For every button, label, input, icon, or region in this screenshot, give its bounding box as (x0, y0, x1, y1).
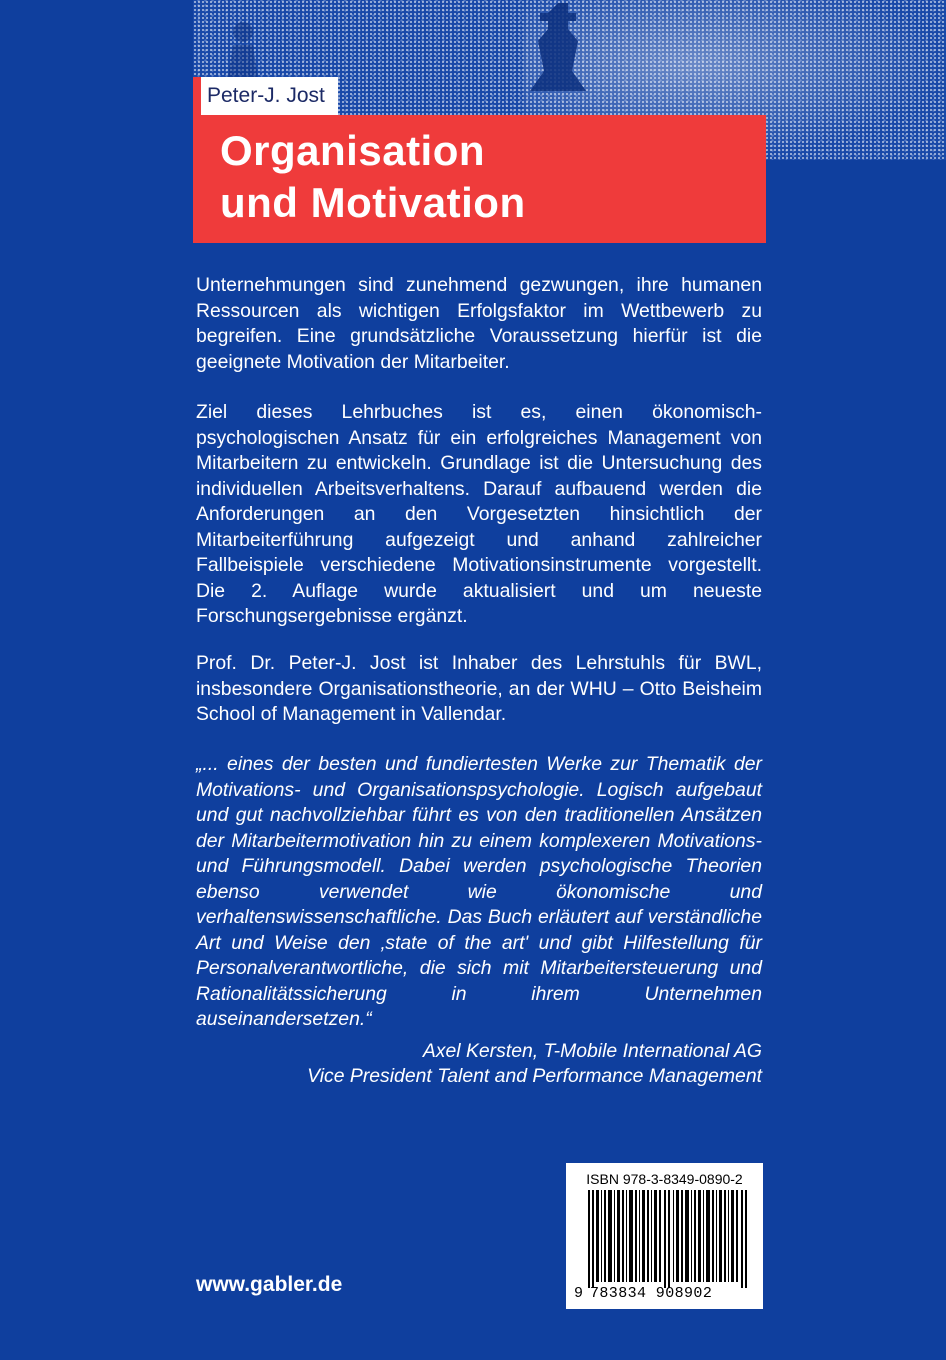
author-name: Peter-J. Jost (207, 84, 325, 107)
barcode-digits: 783834 908902 (590, 1285, 713, 1302)
description-paragraph-1: Unternehmungen sind zunehmend gezwungen, ihre humanen Ressourcen als wichtigen Erfolgsfaktor im Wettbewerb zu begreifen. Eine grundsätzliche Voraussetzung hierfür ist die geeignete Motivation der Mitarbeiter. (196, 274, 762, 373)
barcode-first-digit: 9 (574, 1285, 584, 1302)
barcode-icon (588, 1190, 753, 1288)
chess-piece-icon (528, 0, 598, 98)
publisher-website: www.gabler.de (196, 1273, 343, 1296)
description-paragraph-2: Ziel dieses Lehrbuches ist es, einen ökonomisch-psychologischen Ansatz für ein erfolgreiches Management von Mitarbeitern zu entwickeln. Grundlage ist die Untersuchung des individuellen Arbeitsverhaltens. Darauf aufbauend werden die Anforderungen an den Vorgesetzten hinsichtlich der Mitarbeiterführung aufgezeigt und anhand zahlreicher Fallbeispiele verschiedene Motivationsinstrumente vorgestellt. Die 2. Auflage wurde aktualisiert und um neueste Forschungsergebnisse ergänzt. (196, 401, 762, 627)
quote-attribution-name: Axel Kersten, T-Mobile International AG (422, 1040, 762, 1062)
author-bio-paragraph: Prof. Dr. Peter-J. Jost ist Inhaber des Lehrstuhls für BWL, insbesondere Organisationstheorie, an der WHU – Otto Beisheim School of Management in Vallendar. (196, 652, 762, 725)
barcode-box (566, 1163, 763, 1309)
title-box (193, 115, 766, 243)
book-title-line-1: Organisation (220, 127, 486, 174)
book-title-line-2: und Motivation (220, 179, 526, 226)
isbn-label: ISBN 978-3-8349-0890-2 (586, 1171, 743, 1187)
quote-attribution-role: Vice President Talent and Performance Management (307, 1065, 762, 1087)
author-tab-marker (193, 77, 201, 115)
author-tab (193, 77, 338, 115)
review-quote: „... eines der besten und fundiertesten Werke zur Thematik der Motivations- und Organisationspsychologie. Logisch aufgebaut und gut nachvollziehbar führt es von den traditionellen Ansätzen der Mitarbeitermotivation hin zu einem komplexeren Motivations- und Führungsmodell. Dabei werden psychologische Theorien ebenso verwendet wie ökonomische und verhaltenswissenschaftliche. Das Buch erläutert auf verständliche Art und Weise den ‚state of the art' und gibt Hilfestellung für Personalverantwortliche, die sich mit Mitarbeitersteuerung und Rationalitätssicherung in ihrem Unternehmen auseinandersetzen.“ (196, 753, 762, 1030)
